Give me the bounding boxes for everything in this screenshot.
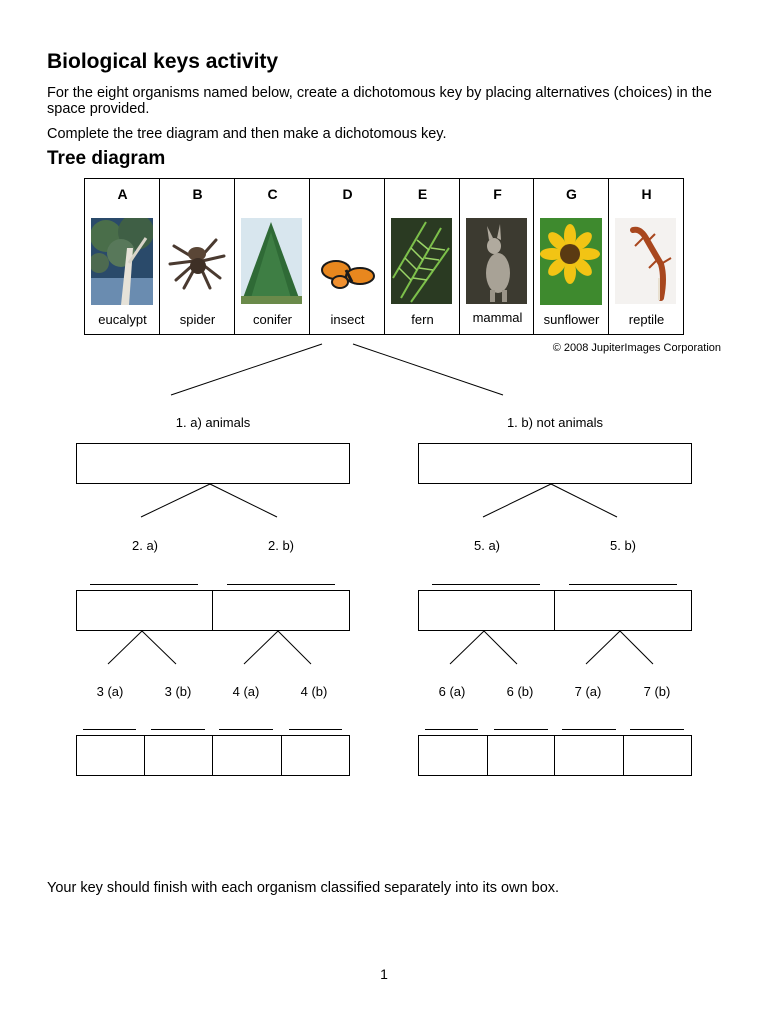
intro-paragraph-1: For the eight organisms named below, create a dichotomous key by placing alternatives (choices) in the space provided. — [47, 85, 712, 117]
label-4b: 4 (b) — [300, 684, 328, 699]
organism-name-b: spider — [179, 312, 216, 327]
tree-diagram-heading: Tree diagram — [47, 148, 166, 169]
copyright-notice: © 2008 JupiterImages Corporation — [552, 342, 721, 354]
label-7a: 7 (a) — [574, 684, 602, 699]
intro-paragraph-2: Complete the tree diagram and then make a dichotomous key. — [47, 126, 447, 142]
fern-photo-icon — [391, 218, 452, 304]
answer-boxes — [77, 444, 692, 776]
gecko-photo-icon — [615, 218, 676, 304]
label-5b: 5. b) — [609, 538, 636, 553]
organism-name-c: conifer — [252, 312, 293, 327]
organism-letter-f: F — [493, 186, 502, 202]
organism-letter-a: A — [117, 186, 128, 202]
sunflower-photo-icon — [540, 218, 602, 305]
organism-name-a: eucalypt — [98, 312, 147, 327]
label-4a: 4 (a) — [232, 684, 260, 699]
organism-name-f: mammal — [472, 310, 523, 325]
label-3a: 3 (a) — [96, 684, 124, 699]
label-3b: 3 (b) — [164, 684, 192, 699]
eucalypt-tree-photo-icon — [91, 218, 153, 305]
label-6a: 6 (a) — [438, 684, 466, 699]
organism-letter-d: D — [342, 186, 353, 202]
organism-name-d: insect — [330, 312, 365, 327]
spider-photo-icon — [166, 218, 228, 305]
organism-name-h: reptile — [628, 312, 665, 327]
organism-name-g: sunflower — [543, 312, 600, 327]
organism-letter-e: E — [417, 186, 428, 202]
organism-name-e: fern — [411, 312, 434, 327]
butterfly-photo-icon — [316, 218, 378, 305]
label-6b: 6 (b) — [506, 684, 534, 699]
organism-letter-b: B — [192, 186, 203, 202]
label-7b: 7 (b) — [643, 684, 671, 699]
conifer-tree-photo-icon — [241, 218, 302, 304]
label-5a: 5. a) — [473, 538, 500, 553]
label-2a: 2. a) — [131, 538, 158, 553]
organism-letter-h: H — [641, 186, 652, 202]
label-1a: 1. a) animals — [175, 415, 251, 430]
label-2b: 2. b) — [267, 538, 294, 553]
label-1b: 1. b) not animals — [506, 415, 604, 430]
page-title: Biological keys activity — [47, 50, 279, 73]
organism-letter-g: G — [566, 186, 577, 202]
organism-letter-c: C — [267, 186, 278, 202]
page-number: 1 — [380, 966, 388, 982]
instruction-footer: Your key should finish with each organism classified separately into its own box. — [47, 880, 560, 896]
kangaroo-photo-icon — [466, 218, 527, 304]
